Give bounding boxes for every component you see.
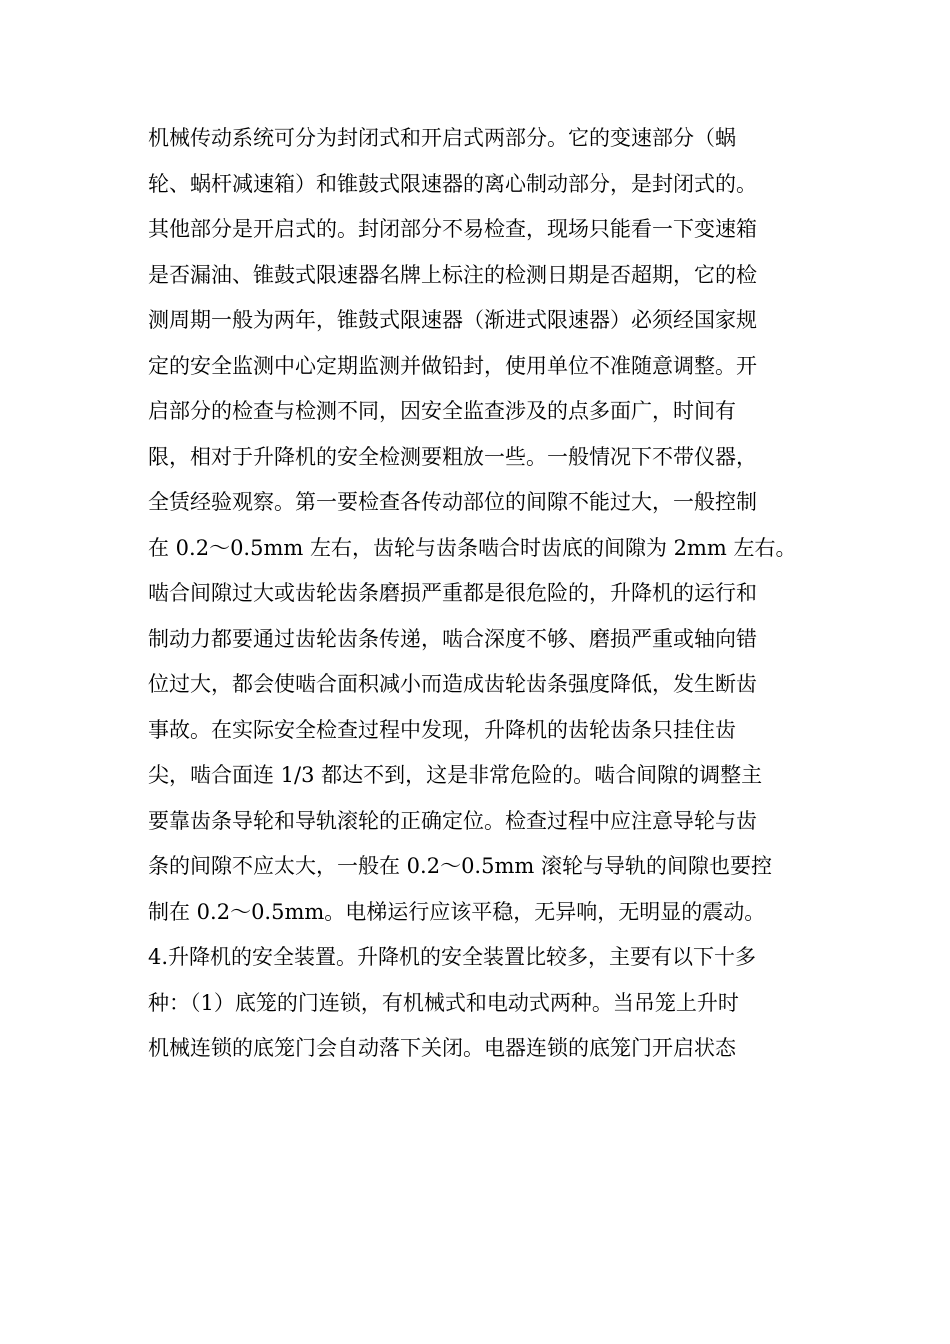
text-line: 尖，啮合面连 1/3 都达不到，这是非常危险的。啮合间隙的调整主 [148,763,763,787]
text-line: 事故。在实际安全检查过程中发现，升降机的齿轮齿条只挂住齿 [148,717,736,742]
body-text [148,116,808,1072]
text-line: 位过大，都会使啮合面积减小而造成齿轮齿条强度降低，发生断齿 [148,672,757,696]
text-line: 测周期一般为两年，锥鼓式限速器（渐进式限速器）必须经国家规 [148,308,757,332]
text-line: 全赁经验观察。第一要检查各传动部位的间隙不能过大，一般控制 [148,490,757,514]
text-line: 4.升降机的安全装置。升降机的安全装置比较多，主要有以下十多 [148,945,757,969]
text-line: 要靠齿条导轮和导轨滚轮的正确定位。检查过程中应注意导轮与齿 [148,808,757,833]
text-line: 制在 0.2～0.5mm。电梯运行应该平稳，无异响，无明显的震动。 [148,899,766,924]
text-line: 种：（1）底笼的门连锁，有机械式和电动式两种。当吊笼上升时 [148,990,739,1015]
text-line: 机械连锁的底笼门会自动落下关闭。电器连锁的底笼门开启状态 [148,1036,736,1060]
text-line: 轮、蜗杆减速箱）和锥鼓式限速器的离心制动部分，是封闭式的。 [148,171,757,196]
text-line: 定的安全监测中心定期监测并做铅封，使用单位不准随意调整。开 [148,353,757,378]
text-line: 条的间隙不应太大，一般在 0.2～0.5mm 滚轮与导轨的间隙也要控 [148,854,772,878]
text-line: 其他部分是开启式的。封闭部分不易检查，现场只能看一下变速箱 [148,217,757,241]
text-line: 制动力都要通过齿轮齿条传递，啮合深度不够、磨损严重或轴向错 [148,626,757,651]
text-line: 机械传动系统可分为封闭式和开启式两部分。它的变速部分（蜗 [148,126,736,150]
text-line: 是否漏油、锥鼓式限速器名牌上标注的检测日期是否超期，它的检 [148,262,757,287]
text-line: 限，相对于升降机的安全检测要粗放一些。一般情况下不带仪器， [148,444,757,469]
text-line: 啮合间隙过大或齿轮齿条磨损严重都是很危险的，升降机的运行和 [148,581,757,605]
text-line: 在 0.2～0.5mm 左右，齿轮与齿条啮合时齿底的间隙为 2mm 左右。 [148,535,797,560]
text-line: 启部分的检查与检测不同，因安全监查涉及的点多面广，时间有 [148,399,736,423]
